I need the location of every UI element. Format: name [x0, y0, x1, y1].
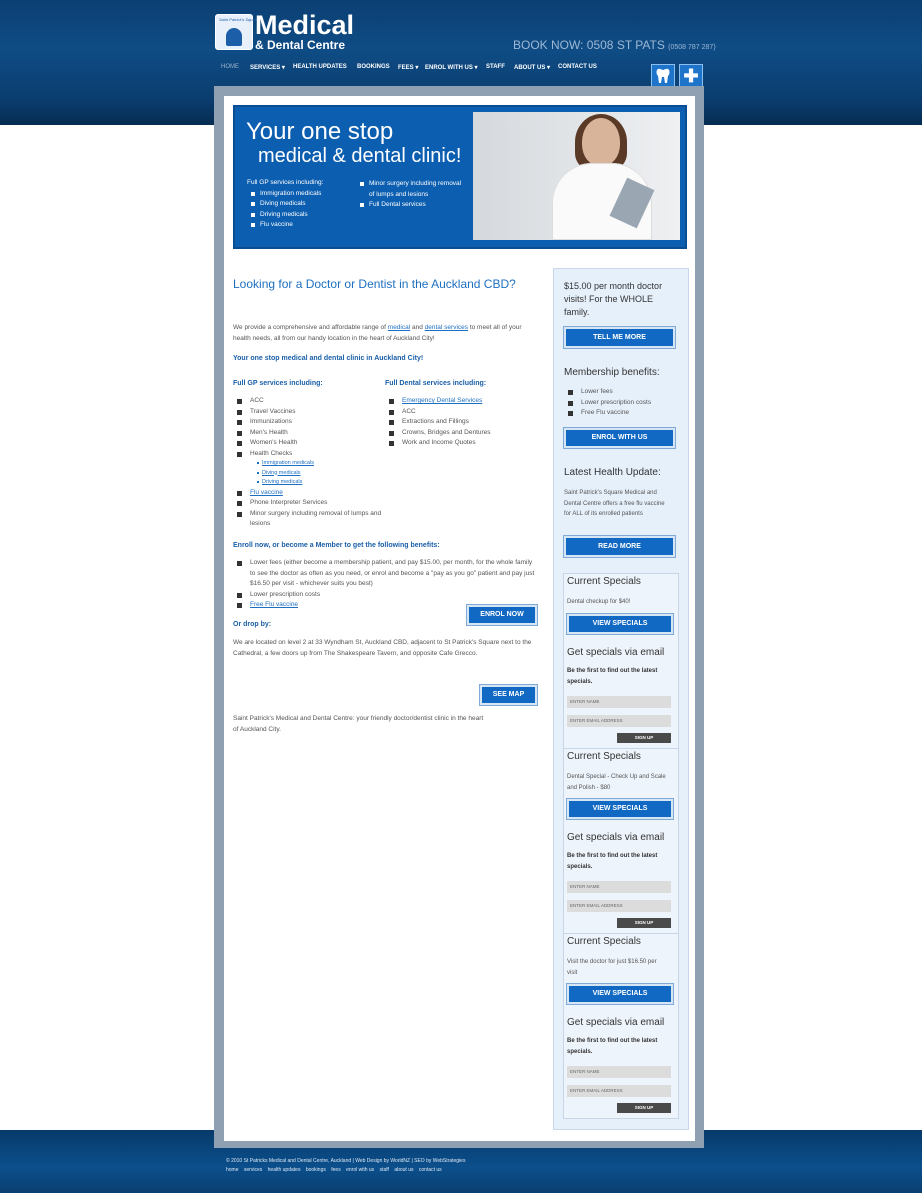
list-item: Women's Health [233, 438, 383, 449]
footer-links [226, 1167, 446, 1173]
nav-contact[interactable]: CONTACT US [558, 64, 597, 70]
intro-paragraph [233, 322, 538, 344]
sign-up-button[interactable]: SIGN UP [617, 1103, 671, 1113]
nav-fees[interactable]: FEES ▾ [398, 65, 419, 71]
list-item: Crowns, Bridges and Dentures [385, 428, 535, 439]
location-text: We are located on level 2 at 33 Wyndham St, Auckland CBD, adjacent to St Patrick's Square next to the Cathedral, a few doors up from The Shakespeare Tavern, and opposite Cafe Grecco. [233, 639, 532, 657]
benefits-list [233, 558, 538, 611]
dental-heading: Full Dental services including: [385, 380, 487, 387]
nav-services[interactable]: SERVICES ▾ [250, 65, 285, 71]
footer-link-health-updates[interactable]: health updates [267, 1167, 301, 1173]
email-specials-heading: Get specials via email [567, 832, 665, 843]
view-specials-button[interactable]: VIEW SPECIALS [567, 984, 673, 1004]
intro-text: to meet all of your health needs, all from our handy location in the heart of Auckland City! [233, 324, 522, 342]
health-update-heading: Latest Health Update: [564, 467, 661, 478]
email-input[interactable]: ENTER EMAIL ADDRESS [567, 900, 671, 912]
email-specials-text: Be the first to find out the latest specials. [567, 853, 658, 870]
person-icon [226, 28, 242, 46]
specials-text: Visit the doctor for just $16.50 per visit [567, 959, 657, 976]
gp-services-list [233, 396, 383, 530]
specials-heading: Current Specials [567, 576, 641, 587]
specials-text: Dental Special - Check Up and Scale and Polish - $80 [567, 774, 666, 791]
hero-item: Full Dental services [356, 200, 466, 211]
list-item: Lower prescription costs [564, 398, 674, 409]
nav-about[interactable]: ABOUT US ▾ [514, 65, 551, 71]
driving-medicals-link[interactable]: Driving medicals [262, 478, 383, 488]
footer-link-contact[interactable]: contact us [418, 1167, 442, 1173]
doctor-face [582, 118, 620, 166]
diving-medicals-link[interactable]: Diving medicals [262, 469, 383, 479]
dental-services-link[interactable]: dental services [424, 324, 469, 331]
read-more-button[interactable]: READ MORE [564, 536, 675, 557]
list-item: Minor surgery including removal of lumps and lesions [233, 509, 383, 530]
booking-phone [513, 38, 716, 52]
nav-staff[interactable]: STAFF [486, 64, 505, 70]
list-item: Extractions and Fillings [385, 417, 535, 428]
logo-subtitle: & Dental Centre [255, 38, 346, 52]
closing-text: Saint Patrick's Medical and Dental Centre: your friendly doctor/dentist clinic in the heart of Auckland City. [233, 715, 484, 733]
email-specials-heading: Get specials via email [567, 1017, 665, 1028]
footer-link-fees[interactable]: fees [331, 1167, 341, 1173]
name-input[interactable]: ENTER NAME [567, 881, 671, 893]
nav-health-updates[interactable]: HEALTH UPDATES [293, 64, 347, 70]
logo-small-text: Saint Patrick's Square [219, 17, 259, 22]
flu-vaccine-link[interactable]: Flu vaccine [233, 488, 383, 499]
list-item: Travel Vaccines [233, 407, 383, 418]
footer-copyright: © 2010 St Patricks Medical and Dental Centre, Auckland | Web Design by WorldNZ | SEO by WebStrategies [226, 1158, 466, 1164]
free-flu-vaccine-link[interactable]: Free Flu vaccine [233, 600, 538, 611]
email-input[interactable]: ENTER EMAIL ADDRESS [567, 715, 671, 727]
name-input[interactable]: ENTER NAME [567, 696, 671, 708]
tagline: Your one stop medical and dental clinic in Auckland City! [233, 355, 424, 362]
footer-link-home[interactable]: home [226, 1167, 239, 1173]
nav-enrol[interactable]: ENROL WITH US ▾ [425, 65, 478, 71]
health-update-text: Saint Patrick's Square Medical and Dental Centre offers a free flu vaccine for ALL of its enrolled patients [564, 490, 665, 517]
membership-heading: Membership benefits: [564, 367, 660, 378]
intro-text: We provide a comprehensive and affordable range of [233, 324, 388, 331]
hero-intro: Full GP services including: [247, 179, 324, 186]
intro-text: and [410, 324, 425, 331]
list-item: Phone Interpreter Services [233, 498, 383, 509]
emergency-dental-link[interactable]: Emergency Dental Services [385, 396, 535, 407]
email-specials-heading: Get specials via email [567, 647, 665, 658]
membership-list [564, 387, 674, 419]
logo-badge-icon [215, 14, 259, 50]
tooth-icon[interactable] [651, 64, 675, 88]
sign-up-button[interactable]: SIGN UP [617, 733, 671, 743]
nav-home[interactable]: HOME [221, 64, 239, 70]
promo-text: $15.00 per month doctor visits! For the WHOLE family. [564, 281, 663, 317]
medical-link[interactable]: medical [387, 324, 411, 331]
footer-link-about[interactable]: about us [394, 1167, 414, 1173]
list-item: Lower prescription costs [233, 590, 538, 601]
footer-link-services[interactable]: services [243, 1167, 263, 1173]
hero-title-1: Your one stop [246, 118, 394, 145]
list-item: Immunizations [233, 417, 383, 428]
list-item: ACC [233, 396, 383, 407]
plus-icon[interactable]: ✚ [679, 64, 703, 88]
hero-other-list [356, 179, 466, 211]
email-specials-text: Be the first to find out the latest specials. [567, 1038, 658, 1055]
email-input[interactable]: ENTER EMAIL ADDRESS [567, 1085, 671, 1097]
nav-bookings[interactable]: BOOKINGS [357, 64, 390, 70]
footer-link-enrol[interactable]: enrol with us [346, 1167, 375, 1173]
list-item: Men's Health [233, 428, 383, 439]
book-label: BOOK NOW: 0508 ST PATS [513, 38, 665, 52]
page-title: Looking for a Doctor or Dentist in the Auckland CBD? [233, 277, 516, 291]
sign-up-button[interactable]: SIGN UP [617, 918, 671, 928]
hero-item: Driving medicals [247, 210, 357, 221]
gp-heading: Full GP services including: [233, 380, 323, 387]
tell-me-more-button[interactable]: TELL ME MORE [564, 327, 675, 348]
view-specials-button[interactable]: VIEW SPECIALS [567, 614, 673, 634]
hero-item: Immigration medicals [247, 189, 357, 200]
name-input[interactable]: ENTER NAME [567, 1066, 671, 1078]
list-item: Health Checks [233, 449, 383, 460]
view-specials-button[interactable]: VIEW SPECIALS [567, 799, 673, 819]
list-item: Work and Income Quotes [385, 438, 535, 449]
immigration-medicals-link[interactable]: Immigration medicals [262, 459, 383, 469]
drop-by-heading: Or drop by: [233, 621, 272, 628]
dental-services-list [385, 396, 535, 449]
email-specials-text: Be the first to find out the latest specials. [567, 668, 658, 685]
list-item: Lower fees (either become a membership patient, and pay $15.00, per month, for the whole family to see the doctor as often as you need, or enrol and become a "pay as you go" patient and pay just $16.50 per visit - whichever suits you best) [233, 558, 538, 590]
enrol-with-us-button[interactable]: ENROL WITH US [564, 428, 675, 448]
list-item: ACC [385, 407, 535, 418]
hero-item: Minor surgery including removal of lumps and lesions [356, 179, 466, 200]
list-item: Lower fees [564, 387, 674, 398]
see-map-button[interactable]: SEE MAP [480, 685, 537, 705]
hero-gp-list [247, 178, 357, 231]
enroll-heading: Enroll now, or become a Member to get the following benefits: [233, 542, 440, 549]
enrol-now-button[interactable]: ENROL NOW [467, 605, 537, 625]
specials-text: Dental checkup for $40! [567, 599, 631, 605]
book-number: (0508 787 287) [668, 44, 716, 51]
hero-item: Flu vaccine [247, 220, 357, 231]
footer-link-bookings[interactable]: bookings [305, 1167, 326, 1173]
specials-heading: Current Specials [567, 936, 641, 947]
list-item: Free Flu vaccine [564, 408, 674, 419]
footer-link-staff[interactable]: staff [379, 1167, 389, 1173]
site-logo[interactable] [215, 10, 355, 52]
specials-heading: Current Specials [567, 751, 641, 762]
logo-title: Medical [255, 10, 355, 40]
hero-title-2: medical & dental clinic! [258, 145, 462, 167]
hero-item: Diving medicals [247, 199, 357, 210]
